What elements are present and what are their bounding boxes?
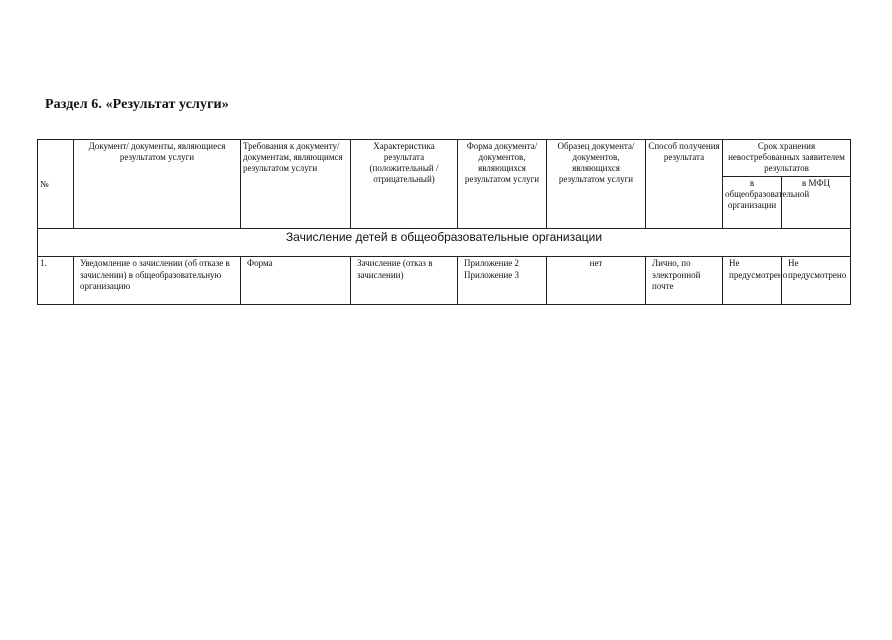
row-storage-mfc: Не предусмотрено	[782, 257, 851, 305]
header-storage-org: в общеобразовательной организации	[723, 177, 782, 229]
result-table	[37, 139, 851, 305]
page-title: Раздел 6. «Результат услуги»	[45, 97, 229, 112]
header-sample: Образец документа/ документов, являющихся результатом услуги	[547, 140, 646, 229]
header-storage-mfc: в МФЦ	[782, 177, 851, 229]
header-form: Форма документа/ документов, являющихся результатом услуги	[458, 140, 547, 229]
header-storage: Срок хранения невостребованных заявителем результатов	[723, 140, 851, 177]
row-sample: нет	[547, 257, 646, 305]
header-characteristic: Характеристика результата (положительный / отрицательный)	[351, 140, 458, 229]
header-doc: Документ/ документы, являющиеся результатом услуги	[74, 140, 241, 229]
row-method: Лично, по электронной почте	[646, 257, 723, 305]
row-doc: Уведомление о зачислении (об отказе в зачислении) в общеобразовательную организацию	[74, 257, 241, 305]
header-num: №	[38, 140, 74, 229]
row-characteristic: Зачисление (отказ в зачислении)	[351, 257, 458, 305]
table-row	[38, 257, 851, 305]
header-requirements: Требования к документу/ документам, являющимся результатом услуги	[241, 140, 351, 229]
header-method: Способ получения результата	[646, 140, 723, 229]
row-num: 1.	[38, 257, 74, 305]
section-title: Зачисление детей в общеобразовательные организации	[38, 229, 851, 257]
row-requirements: Форма	[241, 257, 351, 305]
row-form: Приложение 2 Приложение 3	[458, 257, 547, 305]
row-storage-org: Не предусмотрено	[723, 257, 782, 305]
